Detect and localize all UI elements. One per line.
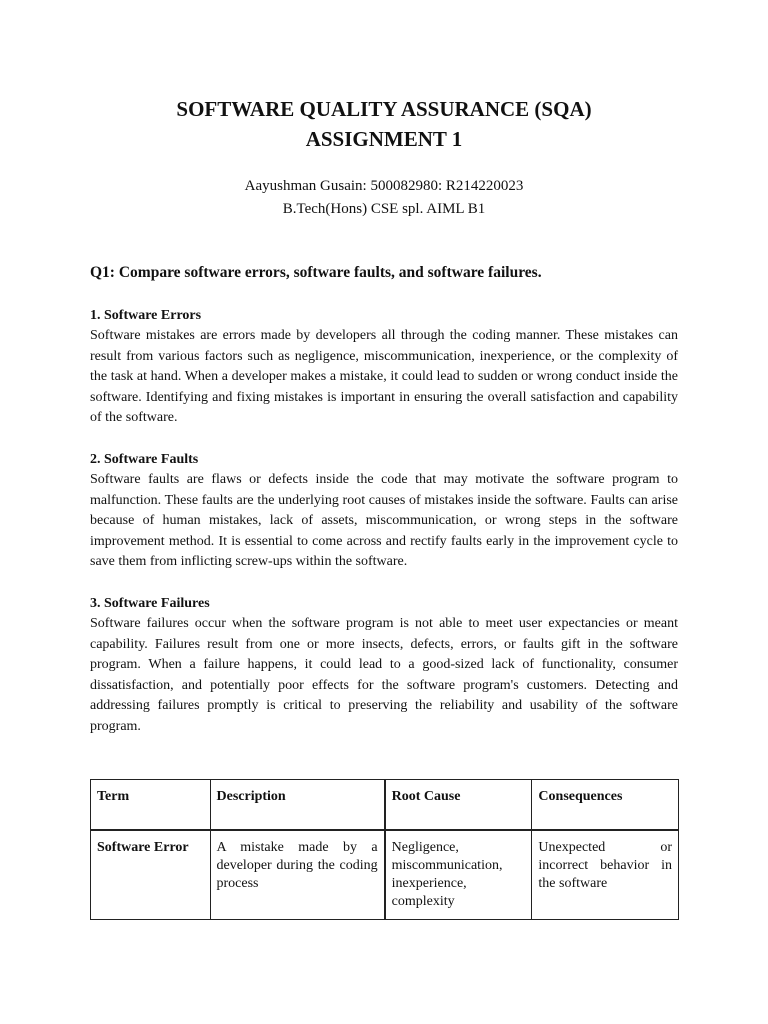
document-title bbox=[0, 94, 768, 154]
section-software-faults bbox=[90, 450, 678, 573]
section-body: Software faults are flaws or defects inside the code that may motivate the software program to malfunction. These faults are the underlying root causes of mistakes inside the software. Faults can arise because of human mistakes, lack of assets, miscommunication, or wrong steps in the software improvement method. It is essential to come across and rectify faults early in the improvement cycle to save them from inflicting screw-ups within the software. bbox=[90, 472, 678, 570]
title-line-1: SOFTWARE QUALITY ASSURANCE (SQA) bbox=[176, 97, 592, 121]
section-heading: 2. Software Faults bbox=[90, 452, 199, 467]
question-heading: Q1: Compare software errors, software faults, and software failures. bbox=[90, 264, 542, 281]
section-body: Software failures occur when the software program is not able to meet user expectancies or meant capability. Failures result from one or more insects, defects, errors, or faults gift in the software program. When a failure happens, it could lead to a good-sized lack of functionality, consumer dissatisfaction, and potentially poor effects for the software program's customers. Detecting and addressing failures promptly is critical to preserving the reliability and usability of the software program. bbox=[90, 616, 678, 734]
section-software-failures bbox=[90, 594, 678, 738]
header-term: Term bbox=[91, 780, 211, 831]
section-body: Software mistakes are errors made by developers all through the coding manner. These mistakes can result from various factors such as negligence, miscommunication, inexperience, or the complexity of the task at hand. When a developer makes a mistake, it could lead to sudden or wrong conduct inside the software. Identifying and fixing mistakes is important in ensuring the overall satisfaction and capability of the software. bbox=[90, 328, 678, 426]
cell-description: A mistake made by a developer during the coding process bbox=[210, 830, 385, 920]
title-line-2: ASSIGNMENT 1 bbox=[305, 127, 463, 151]
author-line-1: Aayushman Gusain: 500082980: R214220023 bbox=[244, 178, 524, 194]
header-description: Description bbox=[210, 780, 385, 831]
header-root-cause: Root Cause bbox=[385, 780, 532, 831]
author-info bbox=[0, 175, 768, 221]
cell-consequences: Unexpected or incorrect behavior in the software bbox=[532, 830, 679, 920]
comparison-table bbox=[90, 779, 679, 920]
cell-term: Software Error bbox=[91, 830, 211, 920]
header-consequences: Consequences bbox=[532, 780, 679, 831]
section-heading: 3. Software Failures bbox=[90, 596, 210, 611]
section-heading: 1. Software Errors bbox=[90, 308, 202, 323]
cell-root-cause: Negligence, miscommunication, inexperience, complexity bbox=[385, 830, 532, 920]
table-row bbox=[91, 830, 679, 920]
author-line-2: B.Tech(Hons) CSE spl. AIML B1 bbox=[282, 201, 486, 217]
section-software-errors bbox=[90, 306, 678, 429]
table-header-row bbox=[91, 780, 679, 831]
